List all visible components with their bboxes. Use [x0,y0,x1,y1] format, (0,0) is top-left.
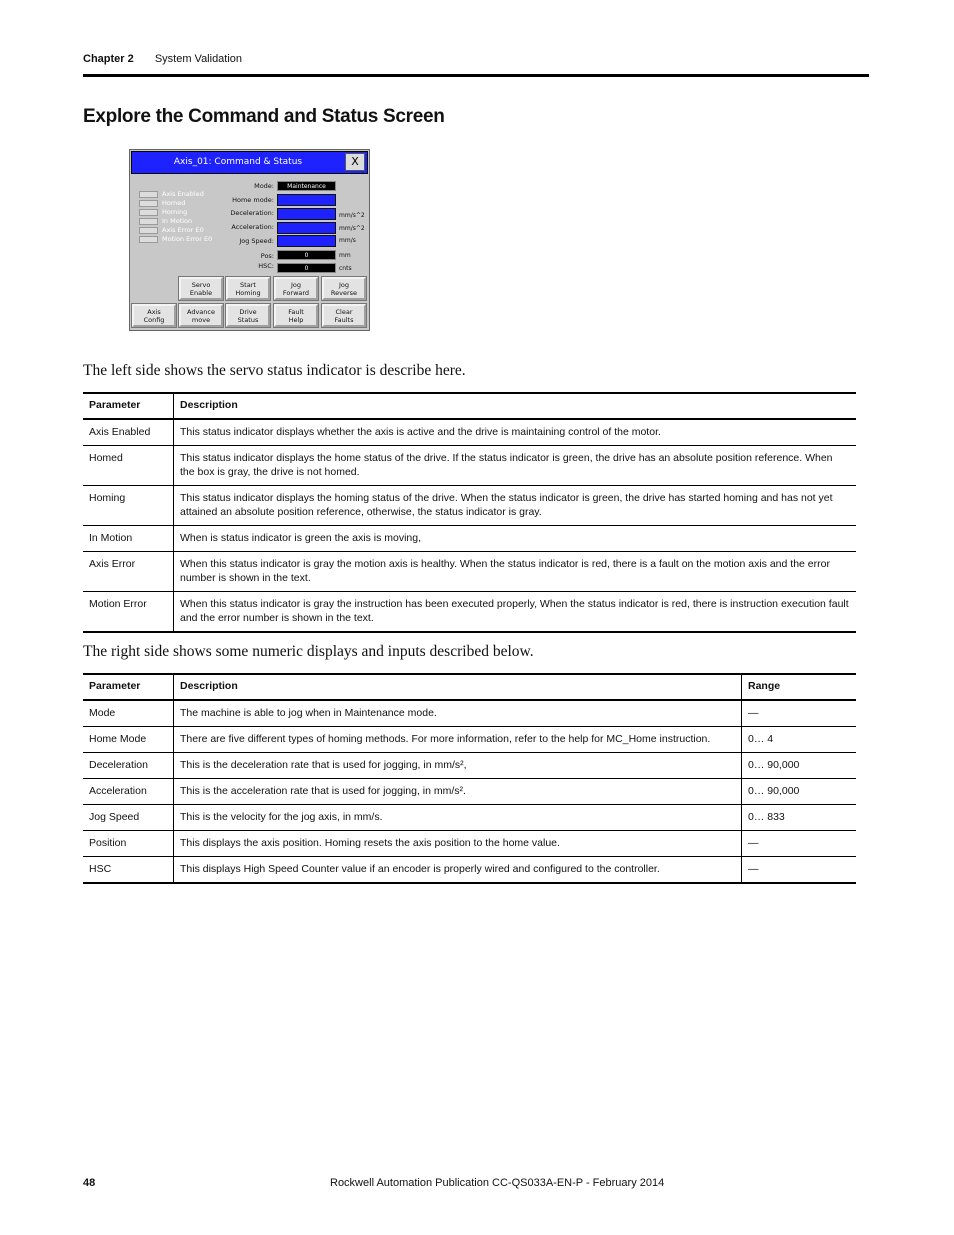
parameter-cell: Deceleration [89,759,148,771]
description-cell: This is the velocity for the jog axis, in mm/s. [174,805,742,831]
button-label: Status [237,316,259,324]
hsc-unit: cnts [339,265,352,272]
homed-indicator [139,200,158,207]
description-cell: This is the deceleration rate that is used for jogging, in mm/s², [174,753,742,779]
button-label: Forward [282,289,310,297]
button-label: Axis [147,308,161,316]
status-indicator-table [83,392,856,633]
parameter-cell: Motion Error [89,598,147,610]
button-label: Reverse [330,289,358,297]
section-label: System Validation [154,53,243,65]
jog-speed-unit: mm/s [339,237,356,244]
button-label: Drive [239,308,257,316]
running-header [83,53,242,65]
table-row [83,700,856,727]
indicator-label: Axis Error E0 [162,226,204,234]
column-header: Description [174,674,742,700]
indicator-label: Axis Enabled [162,190,204,198]
button-label: Start [240,281,256,289]
axis-config-button[interactable] [132,304,176,327]
parameter-cell: Home Mode [89,733,147,745]
jog-speed-label: Jog Speed: [239,237,274,245]
button-label: Help [288,316,304,324]
hmi-window-title: Axis_01: Command & Status [173,157,303,167]
jog-speed-input[interactable] [277,235,336,247]
table-header-row [83,393,856,419]
button-label: Faults [334,316,354,324]
range-cell: 0… 90,000 [742,779,857,805]
axis-enabled-indicator [139,191,158,198]
close-button[interactable]: X [345,153,365,171]
home-mode-input[interactable] [277,194,336,206]
jog-reverse-button[interactable] [322,277,366,300]
parameter-cell: Acceleration [89,785,147,797]
homing-indicator [139,209,158,216]
parameter-cell: Axis Enabled [89,426,151,438]
chapter-label: Chapter 2 [83,53,134,65]
table-row [83,857,856,884]
button-label: Enable [189,289,213,297]
description-cell: This status indicator displays the homing status of the drive. When the status indicator is green, the drive has started homing and has not yet attained an absolute position reference, otherwise, the status indicator is gray. [174,486,857,526]
parameter-cell: Mode [89,707,116,719]
indicator-label: In Motion [162,217,193,225]
parameter-cell: Position [89,837,127,849]
table-header-row [83,674,856,700]
deceleration-unit: mm/s^2 [339,212,365,219]
mode-display: Maintenance [277,181,336,191]
table-row [83,779,856,805]
acceleration-label: Acceleration: [231,223,274,231]
range-cell: 0… 90,000 [742,753,857,779]
position-display: 0 [277,250,336,260]
hmi-titlebar [131,151,368,174]
numeric-display-table [83,673,856,884]
table-row [83,753,856,779]
hsc-label: HSC: [258,262,274,270]
mode-label: Mode: [254,182,274,190]
description-cell: This status indicator displays the home status of the drive. If the status indicator is green, the drive has an absolute position reference. When the box is gray, the drive is not homed. [174,446,857,486]
column-header: Parameter [89,399,141,411]
publication-footer: Rockwell Automation Publication CC-QS033A-EN-P - February 2014 [330,1177,665,1189]
deceleration-input[interactable] [277,208,336,220]
in-motion-indicator [139,218,158,225]
table-row [83,592,856,633]
position-unit: mm [339,252,351,259]
description-cell: This status indicator displays whether the axis is active and the drive is maintaining control of the motor. [174,419,857,446]
right-side-intro: The right side shows some numeric displays and inputs described below. [83,643,534,660]
position-label: Pos: [260,252,274,260]
drive-status-button[interactable] [226,304,270,327]
left-side-intro: The left side shows the servo status indicator is describe here. [83,362,466,379]
deceleration-label: Deceleration: [230,209,274,217]
header-rule [83,74,869,77]
description-cell: When this status indicator is gray the motion axis is healthy. When the status indicator is red, there is a fault on the motion axis and the error number is shown in the text. [174,552,857,592]
button-label: Fault [288,308,304,316]
start-homing-button[interactable] [226,277,270,300]
jog-forward-button[interactable] [274,277,318,300]
button-label: move [191,316,211,324]
axis-error-indicator [139,227,158,234]
column-header: Parameter [89,680,141,692]
range-cell: — [742,857,857,884]
acceleration-input[interactable] [277,222,336,234]
button-label: Servo [191,281,211,289]
parameter-cell: Homing [89,492,126,504]
hsc-display: 0 [277,263,336,273]
parameter-cell: Jog Speed [89,811,140,823]
table-row [83,805,856,831]
description-cell: This is the acceleration rate that is used for jogging, in mm/s². [174,779,742,805]
acceleration-unit: mm/s^2 [339,225,365,232]
parameter-cell: In Motion [89,532,133,544]
range-cell: 0… 833 [742,805,857,831]
home-mode-label: Home mode: [232,196,274,204]
table-row [83,419,856,446]
button-label: Config [143,316,165,324]
indicator-label: Motion Error E0 [162,235,213,243]
button-label: Advance [187,308,215,316]
servo-enable-button[interactable] [179,277,223,300]
description-cell: The machine is able to jog when in Maintenance mode. [174,700,742,727]
column-header: Range [742,674,857,700]
range-cell: 0… 4 [742,727,857,753]
description-cell: There are five different types of homing methods. For more information, refer to the help for MC_Home instruction. [174,727,742,753]
description-cell: When this status indicator is gray the instruction has been executed properly, When the status indicator is red, there is instruction execution fault and the error number is shown in the text. [174,592,857,633]
parameter-cell: Axis Error [89,558,136,570]
button-label: Homing [235,289,261,297]
page-title: Explore the Command and Status Screen [83,106,445,127]
table-row [83,831,856,857]
motion-error-indicator [139,236,158,243]
button-label: Jog [290,281,302,289]
column-header: Description [174,393,857,419]
indicator-label: Homing [162,208,188,216]
indicator-label: Homed [162,199,186,207]
description-cell: This displays High Speed Counter value if an encoder is properly wired and configured to the controller. [174,857,742,884]
table-row [83,727,856,753]
table-row [83,526,856,552]
hmi-command-status-window [129,149,370,331]
page-number: 48 [83,1177,96,1189]
clear-faults-button[interactable] [322,304,366,327]
button-label: Jog [338,281,350,289]
fault-help-button[interactable] [274,304,318,327]
table-row [83,552,856,592]
table-row [83,446,856,486]
description-cell: This displays the axis position. Homing resets the axis position to the home value. [174,831,742,857]
parameter-cell: HSC [89,863,112,875]
parameter-cell: Homed [89,452,123,464]
advance-move-button[interactable] [179,304,223,327]
range-cell: — [742,700,857,727]
table-row [83,486,856,526]
description-cell: When is status indicator is green the axis is moving, [174,526,857,552]
button-label: Clear [335,308,353,316]
range-cell: — [742,831,857,857]
